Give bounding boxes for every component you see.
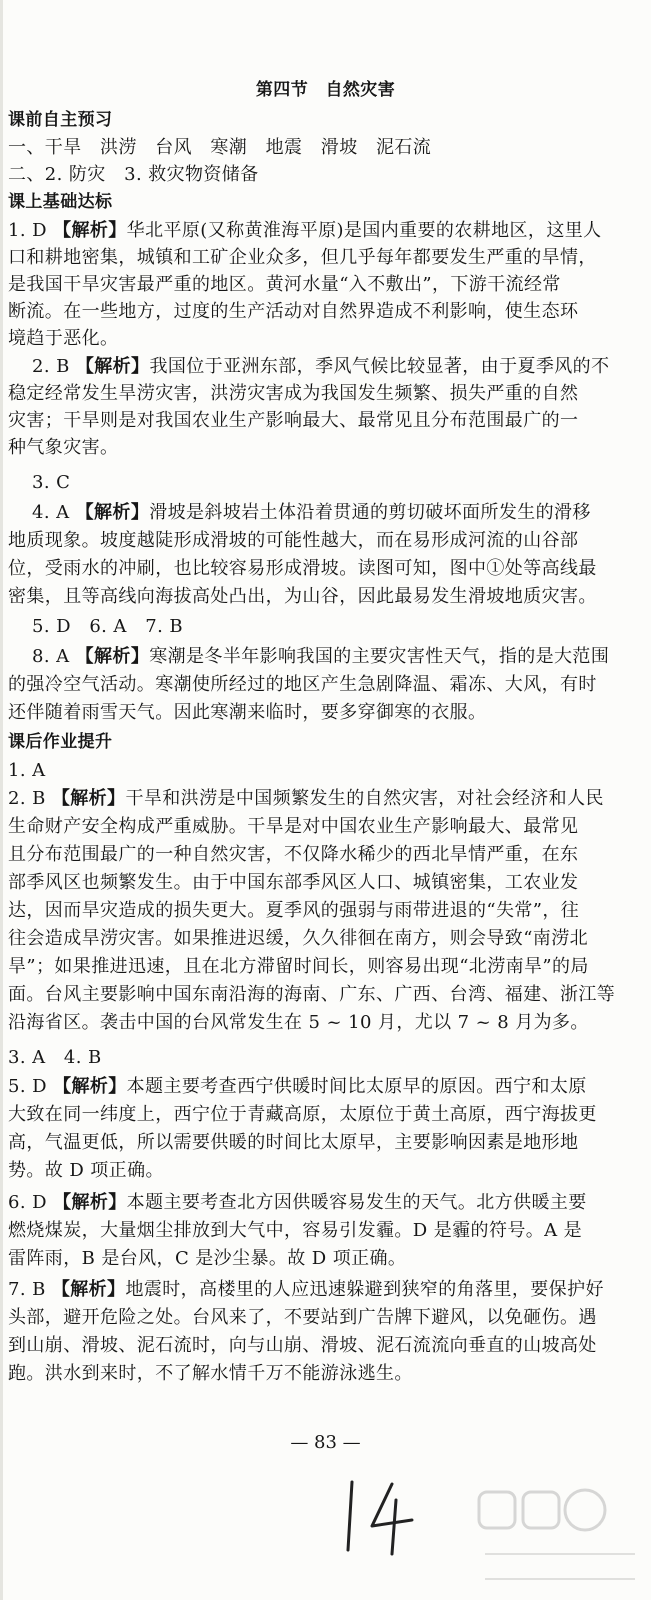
homework-2-text: 干旱和洪涝是中国频繁发生的自然灾害，对社会经济和人民 [125, 788, 604, 809]
answer-4-line-3: 位，受雨水的冲刷，也比较容易形成滑坡。读图可知，图中①处等高线最 [8, 558, 597, 579]
homework-7-line-1 [8, 1277, 651, 1302]
answer-1-line-3: 是我国干旱灾害最严重的地区。黄河水量“入不敷出”，下游干流经常 [8, 274, 561, 295]
analysis-label: 【解析】 [75, 356, 150, 377]
homework-5-line-4: 势。故 D 项正确。 [8, 1160, 164, 1181]
section-title: 第四节 自然灾害 [255, 80, 396, 100]
answer-5-7: 5. D 6. A 7. B [32, 616, 183, 637]
handwritten-number-mark [330, 1470, 430, 1560]
answer-4-line-1 [32, 500, 651, 525]
homework-5-line-2: 大致在同一纬度上，西宁位于青藏高原，太原位于黄土高原，西宁海拔更 [8, 1104, 597, 1125]
homework-2-line-1 [8, 786, 651, 811]
homework-5-line-1 [8, 1074, 651, 1099]
answer-1-text: 华北平原(又称黄淮海平原)是国内重要的农耕地区，这里人 [126, 220, 602, 241]
homework-1: 1. A [8, 760, 46, 781]
answer-2-line-3: 灾害；干旱则是对我国农业生产影响最大、最常见且分布范围最广的一 [8, 410, 579, 431]
analysis-label: 【解析】 [53, 220, 127, 241]
homework-2-line-5: 达，因而旱灾造成的损失更大。夏季风的强弱与雨带进退的“失常”，往 [8, 900, 580, 921]
answer-8-line-3: 还伴随着雨雪天气。因此寒潮来临时，要多穿御寒的衣服。 [8, 702, 487, 723]
homework-7-text: 地震时，高楼里的人应迅速躲避到狭窄的角落里，要保护好 [125, 1279, 604, 1300]
heading-preview: 课前自主预习 [8, 110, 113, 130]
answer-2-number: 2. B [32, 356, 76, 377]
analysis-label: 【解析】 [51, 788, 126, 809]
homework-7-number: 7. B [8, 1279, 52, 1300]
homework-6-number: 6. D [8, 1192, 54, 1213]
answer-8-line-2: 的强冷空气活动。寒潮使所经过的地区产生急剧降温、霜冻、大风，有时 [8, 674, 597, 695]
heading-homework: 课后作业提升 [8, 732, 113, 752]
answer-2-text: 我国位于亚洲东部，季风气候比较显著，由于夏季风的不 [149, 356, 610, 377]
answer-8-line-1 [32, 644, 651, 669]
analysis-label: 【解析】 [53, 1192, 127, 1213]
homework-2-line-7: 旱”；如果推进迅速，且在北方滞留时间长，则容易出现“北涝南旱”的局 [8, 956, 589, 977]
answer-2-line-2: 稳定经常发生旱涝灾害，洪涝灾害成为我国发生频繁、损失严重的自然 [8, 383, 579, 404]
analysis-label: 【解析】 [75, 502, 150, 523]
homework-6-line-2: 燃烧煤炭，大量烟尘排放到大气中，容易引发霾。D 是霾的符号。A 是 [8, 1220, 583, 1241]
answer-4-line-2: 地质现象。坡度越陡形成滑坡的可能性越大，而在易形成河流的山谷部 [8, 530, 579, 551]
homework-6-line-3: 雷阵雨，B 是台风，C 是沙尘暴。故 D 项正确。 [8, 1248, 407, 1269]
homework-3-4: 3. A 4. B [8, 1047, 102, 1068]
homework-5-number: 5. D [8, 1076, 54, 1097]
answer-1-number: 1. D [8, 220, 54, 241]
homework-2-line-6: 往会造成旱涝灾害。如果推进迟缓，久久徘徊在南方，则会导致“南涝北 [8, 928, 588, 949]
preview-line-2: 二、2. 防灾 3. 救灾物资储备 [8, 164, 259, 185]
homework-7-line-4: 跑。洪水到来时，不了解水情千万不能游泳逃生。 [8, 1363, 413, 1384]
answer-2-line-1 [32, 354, 651, 379]
homework-2-line-4: 部季风区也频繁发生。由于中国东部季风区人口、城镇密集，工农业发 [8, 872, 579, 893]
analysis-label: 【解析】 [53, 1076, 127, 1097]
answer-4-line-4: 密集，且等高线向海拔高处凸出，为山谷，因此最易发生滑坡地质灾害。 [8, 586, 597, 607]
answer-2-line-4: 种气象灾害。 [8, 437, 119, 458]
answer-1-line-2: 口和耕地密集，城镇和工矿企业众多，但几乎每年都要发生严重的旱情， [8, 247, 597, 268]
homework-2-number: 2. B [8, 788, 52, 809]
homework-6-text: 本题主要考查北方因供暖容易发生的天气。北方供暖主要 [126, 1192, 587, 1213]
homework-5-text: 本题主要考查西宁供暖时间比太原早的原因。西宁和太原 [126, 1076, 587, 1097]
page-number: — 83 — [290, 1432, 361, 1453]
answer-1-line-1 [8, 218, 651, 243]
homework-2-line-9: 沿海省区。袭击中国的台风常发生在 5 ~ 10 月，尤以 7 ~ 8 月为多。 [8, 1012, 589, 1033]
watermark-logo [475, 1484, 645, 1594]
answer-1-line-5: 境趋于恶化。 [8, 328, 119, 349]
answer-8-text: 寒潮是冬半年影响我国的主要灾害性天气，指的是大范围 [149, 646, 610, 667]
analysis-label: 【解析】 [75, 646, 150, 667]
homework-2-line-8: 面。台风主要影响中国东南沿海的海南、广东、广西、台湾、福建、浙江等 [8, 984, 616, 1005]
homework-7-line-2: 头部，避开危险之处。台风来了，不要站到广告牌下避风，以免砸伤。遇 [8, 1307, 597, 1328]
homework-2-line-3: 且分布范围最广的一种自然灾害，不仅降水稀少的西北旱情严重，在东 [8, 844, 579, 865]
homework-6-line-1 [8, 1190, 651, 1215]
answer-4-text: 滑坡是斜坡岩土体沿着贯通的剪切破坏面所发生的滑移 [149, 502, 591, 523]
homework-5-line-3: 高，气温更低，所以需要供暖的时间比太原早，主要影响因素是地形地 [8, 1132, 579, 1153]
homework-7-line-3: 到山崩、滑坡、泥石流时，向与山崩、滑坡、泥石流流向垂直的山坡高处 [8, 1335, 597, 1356]
answer-4-number: 4. A [32, 502, 76, 523]
answer-1-line-4: 断流。在一些地方，过度的生产活动对自然界造成不利影响，使生态环 [8, 301, 579, 322]
answer-8-number: 8. A [32, 646, 76, 667]
heading-class: 课上基础达标 [8, 192, 113, 212]
analysis-label: 【解析】 [51, 1279, 126, 1300]
homework-2-line-2: 生命财产安全构成严重威胁。干旱是对中国农业生产影响最大、最常见 [8, 816, 579, 837]
scan-edge [0, 0, 3, 1600]
preview-line-1: 一、干旱 洪涝 台风 寒潮 地震 滑坡 泥石流 [8, 137, 432, 158]
answer-3: 3. C [32, 472, 71, 493]
